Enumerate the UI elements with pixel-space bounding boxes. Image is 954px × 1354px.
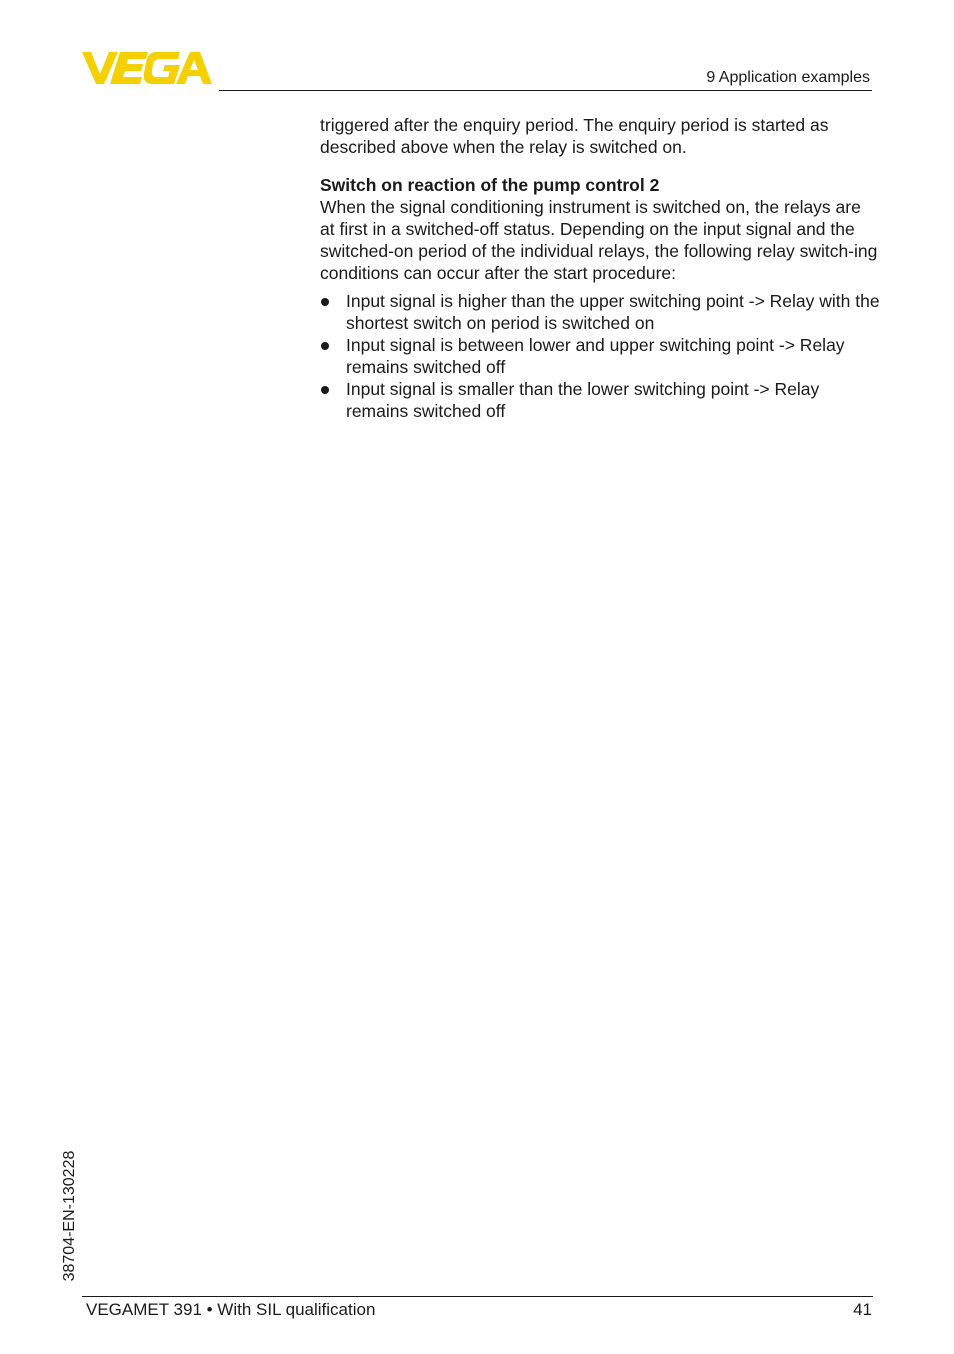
list-item-text: Input signal is between lower and upper switching point -> Relay remains switched off	[346, 335, 845, 377]
footer-title: VEGAMET 391 • With SIL qualification	[86, 1300, 376, 1319]
document-code: 38704-EN-130228	[61, 1150, 78, 1282]
list-item	[320, 290, 880, 334]
list-item-text: Input signal is smaller than the lower switching point -> Relay remains switched off	[346, 379, 820, 421]
list-item	[320, 378, 880, 422]
main-content	[320, 114, 880, 422]
footer-divider	[82, 1296, 873, 1297]
bullet-icon	[321, 386, 329, 394]
section-heading: Switch on reaction of the pump control 2	[320, 175, 660, 195]
bullet-icon	[321, 298, 329, 306]
page-number: 41	[853, 1300, 872, 1319]
intro-paragraph: triggered after the enquiry period. The enquiry period is started as described above when the relay is switched on.	[320, 115, 829, 157]
list-item-text: Input signal is higher than the upper switching point -> Relay with the shortest switch on period is switched on	[346, 291, 880, 333]
condition-list	[320, 290, 880, 422]
vega-logo	[82, 52, 212, 84]
list-item	[320, 334, 880, 378]
bullet-icon	[321, 342, 329, 350]
header-section-title: 9 Application examples	[706, 69, 870, 86]
body-paragraph: When the signal conditioning instrument is switched on, the relays are at first in a switched-off status. Depending on the input signal and the switched-on period of the individual relays, the following relay switch-ing conditions can occur after the start procedure:	[320, 197, 878, 283]
header-divider	[219, 90, 872, 91]
